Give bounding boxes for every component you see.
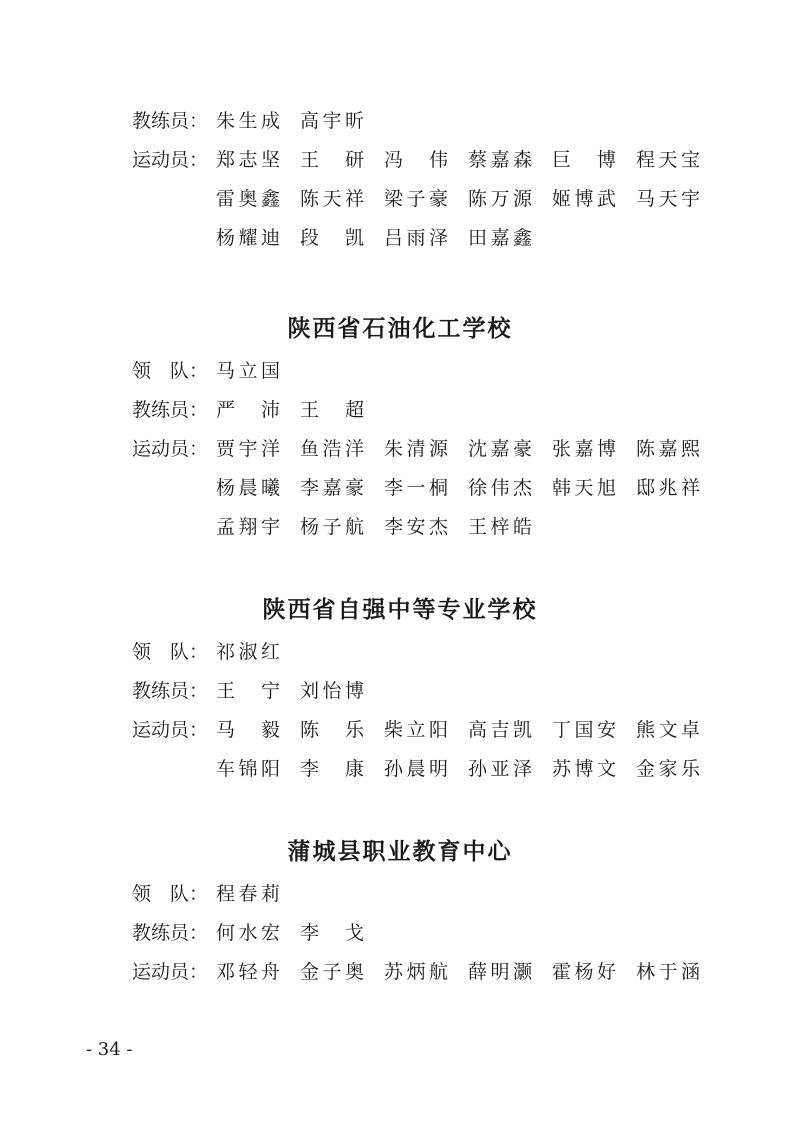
person-name: 韩天旭 (552, 477, 616, 499)
person-name: 孙晨明 (384, 758, 448, 780)
person-name: 巨 博 (552, 149, 616, 171)
person-name: 姬博武 (552, 188, 616, 210)
person-name: 郑志坚 (216, 149, 280, 171)
person-name: 沈嘉豪 (468, 438, 532, 460)
role-label: 领 队： (132, 883, 209, 905)
person-name: 雷奥鑫 (216, 188, 280, 210)
name-list (216, 473, 796, 503)
person-name: 马 毅 (216, 719, 280, 741)
person-name: 林于涵 (636, 961, 700, 983)
person-name: 祁淑红 (216, 641, 280, 663)
person-name: 王 研 (300, 149, 364, 171)
section-title: 陕西省石油化工学校 (287, 315, 513, 342)
person-name: 苏博文 (552, 758, 616, 780)
section-title: 蒲城县职业教育中心 (287, 838, 513, 865)
role-label: 领 队： (132, 360, 209, 382)
person-name: 金家乐 (636, 758, 700, 780)
person-name: 王梓皓 (468, 516, 532, 538)
person-name: 陈 乐 (300, 719, 364, 741)
person-name: 熊文卓 (636, 719, 700, 741)
person-name: 朱生成 (216, 110, 280, 132)
role-label: 运动员： (132, 149, 209, 171)
person-name: 陈万源 (468, 188, 532, 210)
name-list (216, 715, 796, 745)
person-name: 朱清源 (384, 438, 448, 460)
name-list (216, 957, 796, 987)
person-name: 鱼浩洋 (300, 438, 364, 460)
page-number: - 34 - (86, 1039, 133, 1060)
role-label: 教练员： (132, 922, 209, 944)
name-list (216, 637, 796, 667)
person-name: 孙亚泽 (468, 758, 532, 780)
person-name: 霍杨好 (552, 961, 616, 983)
name-list (216, 918, 796, 948)
person-name: 程天宝 (636, 149, 700, 171)
person-name: 马天宇 (636, 188, 700, 210)
person-name: 刘怡博 (300, 680, 364, 702)
person-name: 严 沛 (216, 399, 280, 421)
name-list (216, 512, 796, 542)
person-name: 陈嘉熙 (636, 438, 700, 460)
person-name: 程春莉 (216, 883, 280, 905)
person-name: 杨晨曦 (216, 477, 280, 499)
person-name: 蔡嘉森 (468, 149, 532, 171)
name-list (216, 106, 796, 136)
person-name: 苏炳航 (384, 961, 448, 983)
name-list (216, 223, 796, 253)
person-name: 田嘉鑫 (468, 227, 532, 249)
person-name: 高宇昕 (300, 110, 364, 132)
person-name: 邓轻舟 (216, 961, 280, 983)
person-name: 孟翔宇 (216, 516, 280, 538)
section-title: 陕西省自强中等专业学校 (262, 596, 538, 623)
person-name: 车锦阳 (216, 758, 280, 780)
person-name: 张嘉博 (552, 438, 616, 460)
person-name: 冯 伟 (384, 149, 448, 171)
person-name: 马立国 (216, 360, 280, 382)
name-list (216, 434, 796, 464)
name-list (216, 676, 796, 706)
person-name: 李一桐 (384, 477, 448, 499)
person-name: 金子奥 (300, 961, 364, 983)
person-name: 丁国安 (552, 719, 616, 741)
person-name: 王 超 (300, 399, 364, 421)
person-name: 高吉凯 (468, 719, 532, 741)
name-list (216, 754, 796, 784)
person-name: 王 宁 (216, 680, 280, 702)
person-name: 邸兆祥 (636, 477, 700, 499)
role-label: 运动员： (132, 438, 209, 460)
name-list (216, 184, 796, 214)
role-label: 运动员： (132, 961, 209, 983)
name-list (216, 356, 796, 386)
role-label: 教练员： (132, 110, 209, 132)
name-list (216, 145, 796, 175)
person-name: 李安杰 (384, 516, 448, 538)
person-name: 陈天祥 (300, 188, 364, 210)
person-name: 杨耀迪 (216, 227, 280, 249)
name-list (216, 879, 796, 909)
role-label: 教练员： (132, 680, 209, 702)
person-name: 薛明灏 (468, 961, 532, 983)
person-name: 何水宏 (216, 922, 280, 944)
person-name: 杨子航 (300, 516, 364, 538)
person-name: 贾宇洋 (216, 438, 280, 460)
role-label: 运动员： (132, 719, 209, 741)
person-name: 吕雨泽 (384, 227, 448, 249)
role-label: 领 队： (132, 641, 209, 663)
person-name: 段 凯 (300, 227, 364, 249)
person-name: 李嘉豪 (300, 477, 364, 499)
person-name: 柴立阳 (384, 719, 448, 741)
name-list (216, 395, 796, 425)
role-label: 教练员： (132, 399, 209, 421)
person-name: 徐伟杰 (468, 477, 532, 499)
person-name: 李 康 (300, 758, 364, 780)
person-name: 梁子豪 (384, 188, 448, 210)
person-name: 李 戈 (300, 922, 364, 944)
